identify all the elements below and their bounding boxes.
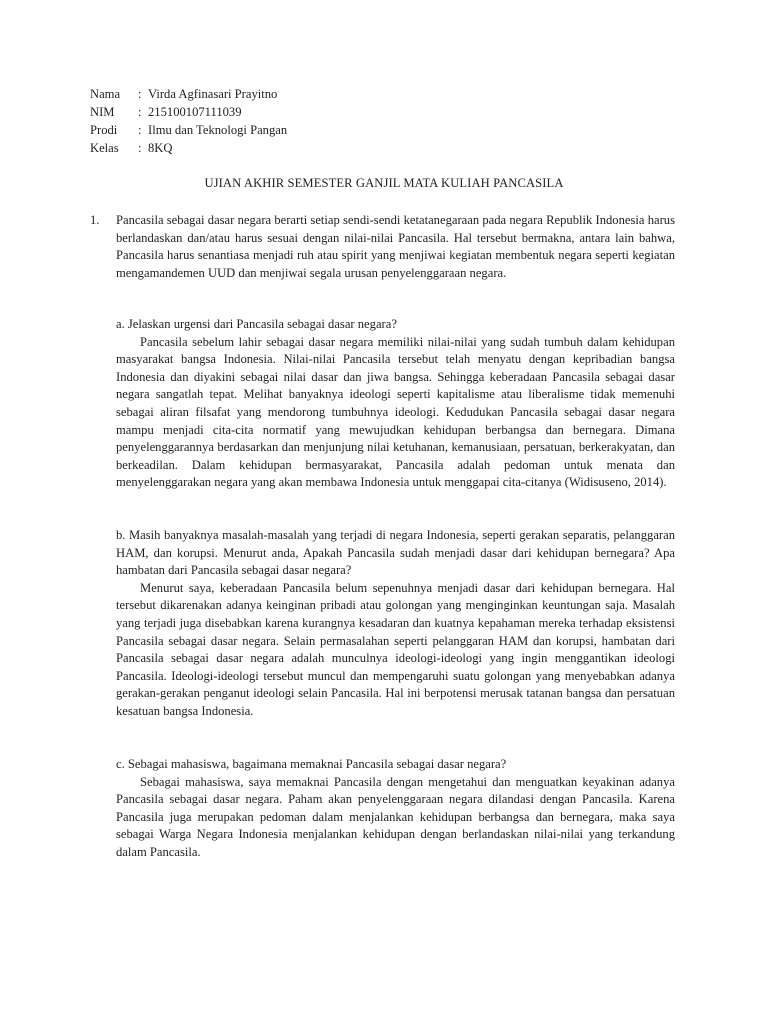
info-row-kelas	[90, 140, 287, 158]
info-value-kelas: 8KQ	[148, 141, 173, 155]
sub-question-b-prompt: b. Masih banyaknya masalah-masalah yang terjadi di negara Indonesia, seperti gerakan separatis, pelanggaran HAM, dan korupsi. Menurut anda, Apakah Pancasila sudah menjadi dasar dari kehidupan bernegara? Apa hambatan dari Pancasila sebagai dasar negara?	[116, 528, 675, 578]
info-label: NIM	[90, 105, 115, 119]
sub-question-b	[116, 527, 675, 721]
sub-question-c-prompt: c. Sebagai mahasiswa, bagaimana memaknai Pancasila sebagai dasar negara?	[116, 757, 507, 771]
info-row-nim	[90, 104, 287, 122]
info-separator: :	[138, 141, 142, 155]
info-row-prodi	[90, 122, 287, 140]
info-separator: :	[138, 123, 142, 137]
sub-question-a	[116, 316, 675, 492]
question-1	[90, 212, 675, 282]
info-separator: :	[138, 87, 142, 101]
question-1-text: Pancasila sebagai dasar negara berarti setiap sendi-sendi ketatanegaraan pada negara Republik Indonesia harus berlandaskan dan/atau harus sesuai dengan nilai-nilai Pancasila. Hal tersebut bermakna, antara lain bahwa, Pancasila harus senantiasa menjadi ruh atau spirit yang menjiwai kegiatan membentuk negara seperti kegiatan mengamandemen UUD dan menjiwai segala urusan penyelenggaraan negara.	[116, 213, 675, 280]
question-number: 1.	[90, 213, 100, 227]
info-value-nama: Virda Agfinasari Prayitno	[148, 87, 278, 101]
sub-question-a-answer: Pancasila sebelum lahir sebagai dasar negara memiliki nilai-nilai yang sudah tumbuh dalam kehidupan masyarakat bangsa Indonesia. Nilai-nilai Pancasila tersebut telah menyatu dengan kepribadian bangsa Indonesia dan diyakini sebagai nilai dasar dan jiwa bangsa. Sehingga keberadaan Pancasila sebagai dasar negara sangatlah tepat. Melihat banyaknya ideologi seperti kapitalisme atau liberalisme tidak memenuhi sebagai aliran filsafat yang mendorong tumbuhnya ideologi. Kedudukan Pancasila sebagai dasar negara mampu menjadi cita-cita normatif yang mewujudkan kehidupan berbangsa dan bernegara. Dimana penyelenggarannya berdasarkan dan menjunjung nilai ketuhanan, kemanusiaan, persatuan, berkerakyatan, dan berkeadilan. Dalam kehidupan bermasyarakat, Pancasila adalah pedoman untuk menata dan menyelenggarakan negara yang akan membawa Indonesia untuk menggapai cita-citanya (Widisuseno, 2014).	[116, 334, 675, 490]
info-row-nama	[90, 86, 287, 104]
info-label: Prodi	[90, 123, 118, 137]
student-info	[90, 86, 287, 158]
document-title: UJIAN AKHIR SEMESTER GANJIL MATA KULIAH PANCASILA	[204, 176, 564, 190]
sub-question-c	[116, 756, 675, 862]
info-value-nim: 215100107111039	[148, 105, 242, 119]
sub-question-b-answer: Menurut saya, keberadaan Pancasila belum sepenuhnya menjadi dasar dari kehidupan bernegara. Hal tersebut dikarenakan adanya keinginan pribadi atau golongan yang menginginkan keuntungan saja. Masalah yang terjadi juga disebabkan karena kurangnya kesadaran dan kuatnya kepahaman mereka terhadap eksistensi Pancasila sebagai dasar negara. Selain permasalahan seperti pelanggaran HAM dan korupsi, hambatan dari Pancasila sebagai dasar negara adalah munculnya ideologi-ideologi yang ingin menggantikan ideologi Pancasila. Ideologi-ideologi tersebut muncul dan mempengaruhi suatu golongan yang menyebabkan adanya gerakan-gerakan penganut ideologi selain Pancasila. Hal ini berpotensi merusak tatanan bangsa dan persatuan kesatuan bangsa Indonesia.	[116, 580, 675, 718]
info-separator: :	[138, 105, 142, 119]
sub-question-a-prompt: a. Jelaskan urgensi dari Pancasila sebagai dasar negara?	[116, 317, 397, 331]
info-value-prodi: Ilmu dan Teknologi Pangan	[148, 123, 288, 137]
info-label: Kelas	[90, 141, 119, 155]
sub-question-c-answer: Sebagai mahasiswa, saya memaknai Pancasila dengan mengetahui dan menguatkan keyakinan adanya Pancasila sebagai dasar negara. Paham akan penyelenggaraan negara dilandasi dengan Pancasila. Karena Pancasila juga merupakan pedoman dalam menjalankan kehidupan berbangsa dan bernegara, maka saya sebagai Warga Negara Indonesia menjalankan kehidupan dengan berlandaskan nilai-nilai yang terkandung dalam Pancasila.	[116, 774, 675, 859]
info-label: Nama	[90, 87, 121, 101]
